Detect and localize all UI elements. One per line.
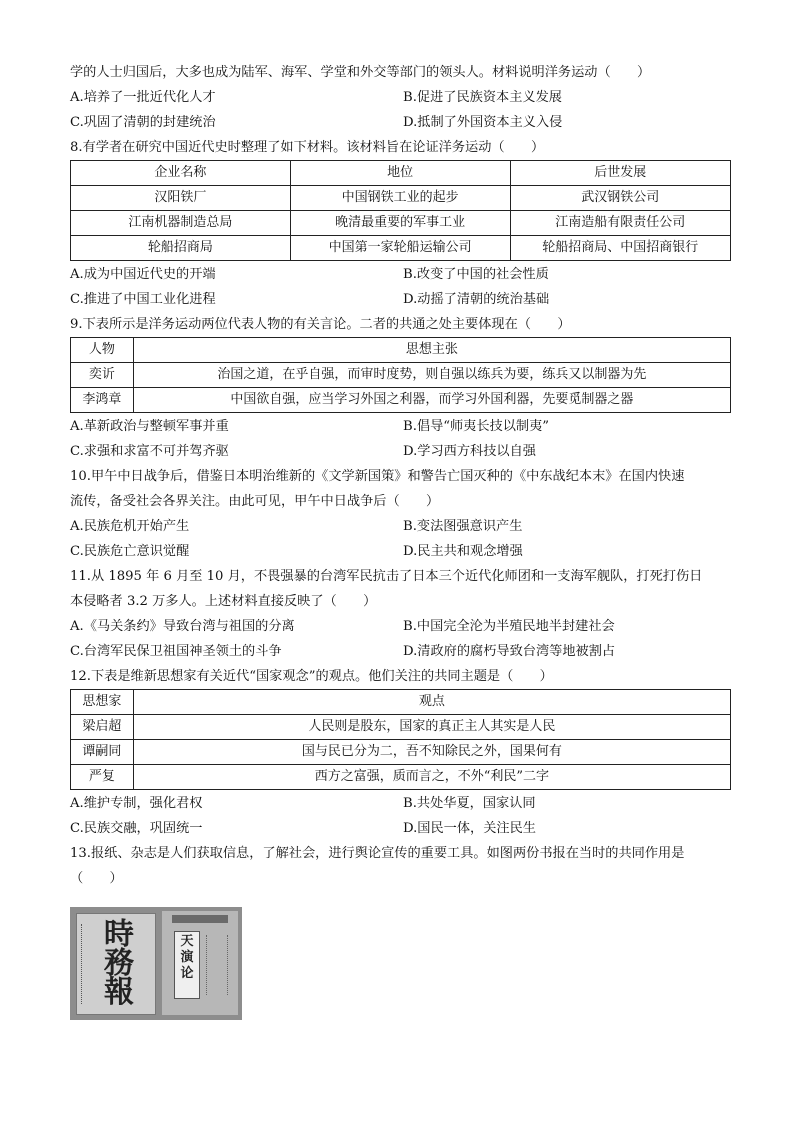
- q11-stem-line-1: 11.从 1895 年 6 月至 10 月，不畏强暴的台湾军民抗击了日本三个近代化师团和一支海军舰队，打死打伤日: [70, 569, 703, 584]
- q10-options-row-1: [70, 514, 736, 539]
- table-row: [71, 765, 731, 790]
- cover-side-text-decoration: [81, 924, 88, 1004]
- q8-stem: 8.有学者在研究中国近代史时整理了如下材料。该材料旨在论证洋务运动（ ）: [70, 140, 545, 155]
- table-header-cell: 后世发展: [510, 161, 730, 186]
- table-cell: 轮船招商局、中国招商银行: [510, 236, 730, 261]
- table-cell: 江南造船有限责任公司: [510, 211, 730, 236]
- q7-stem-tail: 学的人士归国后，大多也成为陆军、海军、学堂和外交等部门的领头人。材料说明洋务运动（ ）: [70, 65, 651, 80]
- table-cell: 严复: [71, 765, 134, 790]
- table-cell: 武汉钢铁公司: [510, 186, 730, 211]
- table-row: [71, 186, 731, 211]
- q11-option-c: C.台湾军民保卫祖国神圣领土的斗争: [70, 644, 282, 659]
- table-cell: 梁启超: [71, 715, 134, 740]
- table-row: [71, 388, 731, 413]
- table-cell: 晚清最重要的军事工业: [290, 211, 510, 236]
- q13-answer-paren: （ ）: [70, 871, 123, 886]
- q7-option-a: A.培养了一批近代化人才: [70, 90, 216, 105]
- table-header-cell: 思想主张: [133, 338, 730, 363]
- q10-options-row-2: [70, 539, 736, 564]
- q12-option-a: A.维护专制，强化君权: [70, 796, 203, 811]
- q9-option-b: B.倡导“师夷长技以制夷”: [403, 419, 550, 434]
- table-row: [71, 363, 731, 388]
- table-cell: 奕䜣: [71, 363, 134, 388]
- q7-options-row-1: [70, 85, 736, 110]
- table-cell: 中国第一家轮船运输公司: [290, 236, 510, 261]
- table-header-row: [71, 338, 731, 363]
- q8-option-c: C.推进了中国工业化进程: [70, 292, 216, 307]
- table-cell: 西方之富强，质而言之，不外“利民”二字: [133, 765, 730, 790]
- table-cell: 谭嗣同: [71, 740, 134, 765]
- table-header-cell: 地位: [290, 161, 510, 186]
- table-cell: 江南机器制造总局: [71, 211, 291, 236]
- table-cell: 李鸿章: [71, 388, 134, 413]
- q12-option-c: C.民族交融，巩固统一: [70, 821, 203, 836]
- q8-options-row-1: [70, 262, 736, 287]
- q8-table: [70, 160, 731, 261]
- q10-option-c: C.民族危亡意识觉醒: [70, 544, 190, 559]
- q8-option-d: D.动摇了清朝的统治基础: [403, 292, 550, 307]
- q13-stem: 13.报纸、杂志是人们获取信息，了解社会，进行舆论宣传的重要工具。如图两份书报在当时的共同作用是: [70, 846, 685, 861]
- q12-stem: 12.下表是维新思想家有关近代“国家观念”的观点。他们关注的共同主题是（ ）: [70, 669, 553, 684]
- shiwubao-title: 時 務 報: [104, 917, 134, 1010]
- table-header-cell: 观点: [133, 690, 730, 715]
- q12-table: [70, 689, 731, 790]
- q9-options-row-1: [70, 414, 736, 439]
- q12-option-b: B.共处华夏，国家认同: [403, 796, 536, 811]
- table-cell: 国与民已分为二，吾不知除民之外，国果何有: [133, 740, 730, 765]
- table-row: [71, 715, 731, 740]
- q9-option-c: C.求强和求富不可并驾齐驱: [70, 444, 229, 459]
- table-header-row: [71, 690, 731, 715]
- table-cell: 中国钢铁工业的起步: [290, 186, 510, 211]
- q9-option-d: D.学习西方科技以自强: [403, 444, 536, 459]
- table-cell: 汉阳铁厂: [71, 186, 291, 211]
- q9-option-a: A.革新政治与整顿军事并重: [70, 419, 229, 434]
- q11-option-d: D.清政府的腐朽导致台湾等地被割占: [403, 644, 616, 659]
- tianyanlun-cover: [162, 911, 238, 1015]
- q9-table: [70, 337, 731, 413]
- q7-option-b: B.促进了民族资本主义发展: [403, 90, 562, 105]
- q12-options-row-2: [70, 816, 736, 841]
- table-row: [71, 236, 731, 261]
- q12-options-row-1: [70, 791, 736, 816]
- tianyanlun-title: 天 演 论: [174, 931, 200, 999]
- table-cell: 人民则是股东，国家的真正主人其实是人民: [133, 715, 730, 740]
- cover-top-band: [172, 915, 228, 923]
- q9-stem: 9.下表所示是洋务运动两位代表人物的有关言论。二者的共通之处主要体现在（ ）: [70, 317, 571, 332]
- table-header-cell: 人物: [71, 338, 134, 363]
- table-cell: 轮船招商局: [71, 236, 291, 261]
- q11-stem-line-2: 本侵略者 3.2 万多人。上述材料直接反映了（ ）: [70, 594, 377, 609]
- shiwubao-cover: [76, 913, 156, 1015]
- q11-options-row-1: [70, 614, 736, 639]
- table-row: [71, 211, 731, 236]
- table-cell: 中国欲自强，应当学习外国之利器，而学习外国利器，先要觅制器之器: [133, 388, 730, 413]
- q11-option-a: A.《马关条约》导致台湾与祖国的分离: [70, 619, 295, 634]
- q10-stem-line-1: 10.甲午中日战争后，借鉴日本明治维新的《文学新国策》和警告亡国灭种的《中东战纪本末》在国内快速: [70, 469, 685, 484]
- cover-side-text-decoration: [206, 935, 228, 995]
- table-cell: 治国之道，在乎自强，而审时度势，则自强以练兵为要，练兵又以制器为先: [133, 363, 730, 388]
- newspaper-photo: [70, 907, 242, 1020]
- q7-option-c: C.巩固了清朝的封建统治: [70, 115, 216, 130]
- table-header-cell: 企业名称: [71, 161, 291, 186]
- q10-option-a: A.民族危机开始产生: [70, 519, 190, 534]
- q7-options-row-2: [70, 110, 736, 135]
- q11-option-b: B.中国完全沦为半殖民地半封建社会: [403, 619, 615, 634]
- q7-option-d: D.抵制了外国资本主义入侵: [403, 115, 563, 130]
- q10-option-b: B.变法图强意识产生: [403, 519, 523, 534]
- q12-option-d: D.国民一体，关注民生: [403, 821, 536, 836]
- q9-options-row-2: [70, 439, 736, 464]
- table-header-row: [71, 161, 731, 186]
- exam-page: [70, 60, 736, 1020]
- q11-options-row-2: [70, 639, 736, 664]
- q8-option-b: B.改变了中国的社会性质: [403, 267, 549, 282]
- table-header-cell: 思想家: [71, 690, 134, 715]
- table-row: [71, 740, 731, 765]
- q8-options-row-2: [70, 287, 736, 312]
- q10-stem-line-2: 流传，备受社会各界关注。由此可见，甲午中日战争后（ ）: [70, 494, 440, 509]
- q10-option-d: D.民主共和观念增强: [403, 544, 523, 559]
- q8-option-a: A.成为中国近代史的开端: [70, 267, 216, 282]
